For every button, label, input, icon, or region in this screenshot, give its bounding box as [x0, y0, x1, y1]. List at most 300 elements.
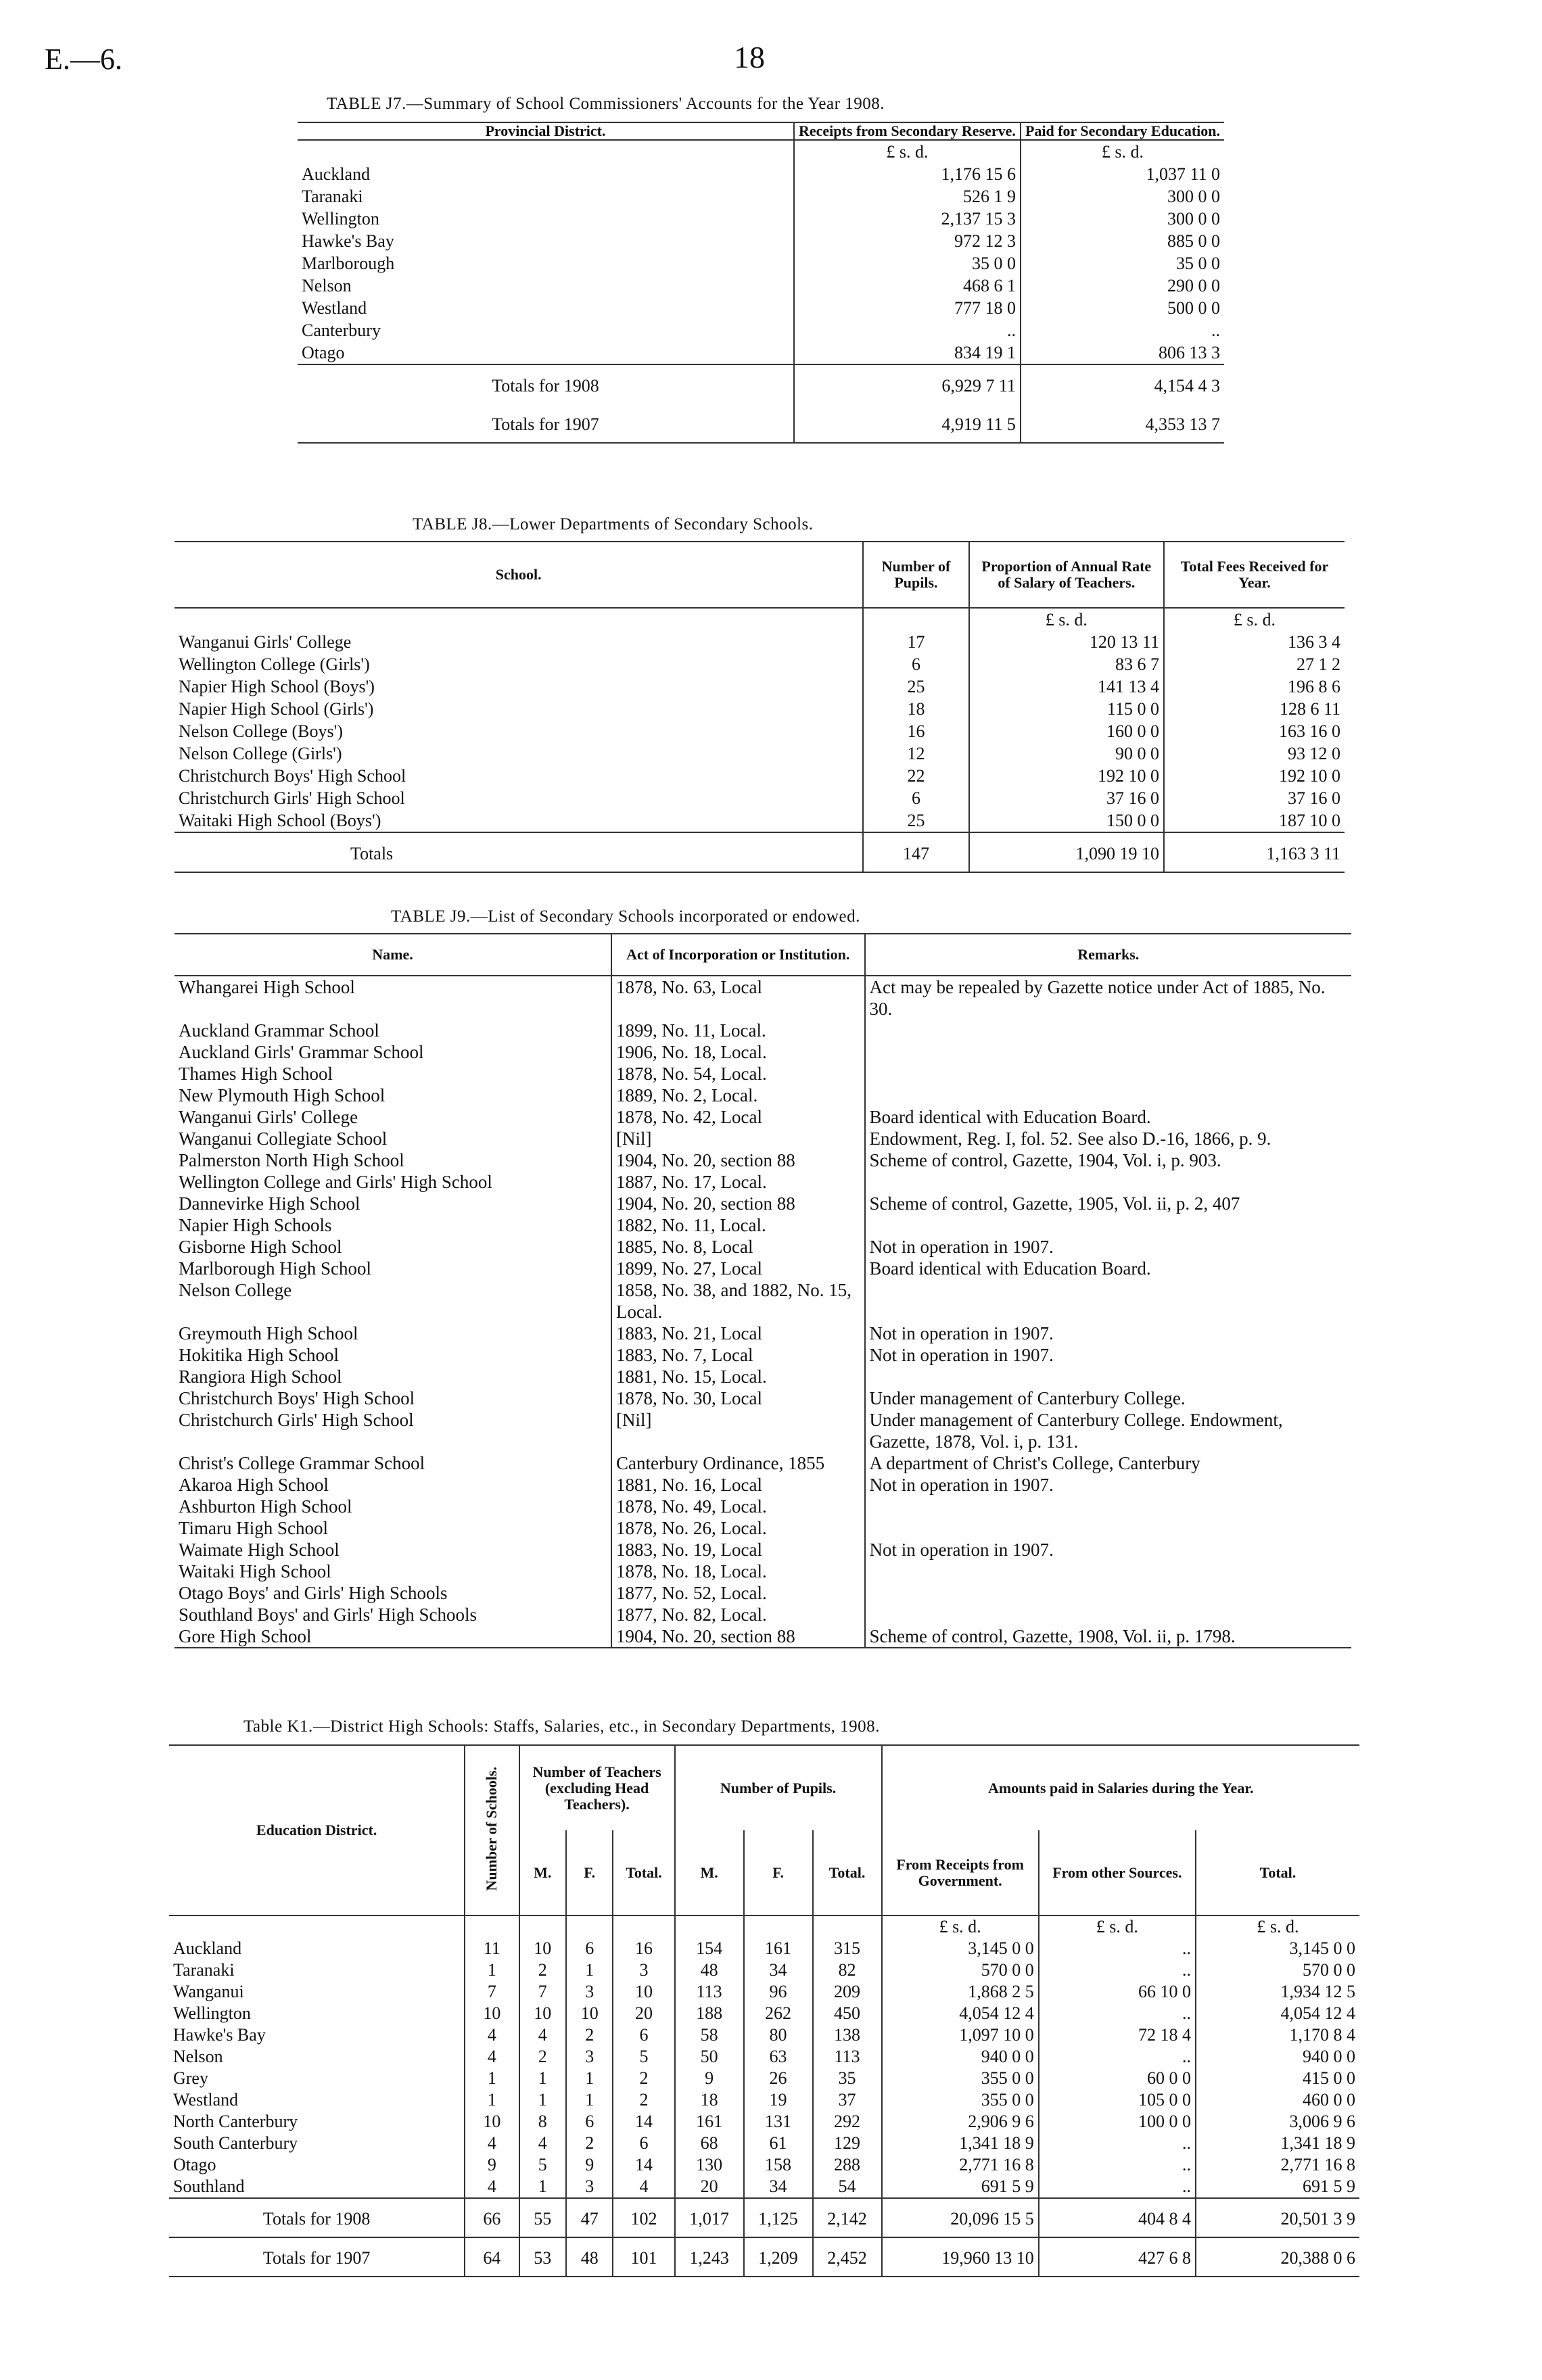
k1-pf: 262 [744, 2003, 813, 2024]
k1-tm: 1 [519, 2176, 566, 2198]
table-row [174, 1452, 1351, 1474]
k1-schools: 9 [465, 2154, 519, 2176]
j8-pupils: 6 [863, 653, 968, 675]
j9-remarks: Not in operation in 1907. [865, 1344, 1351, 1366]
table-row [298, 275, 1224, 297]
j7-receipts: 526 1 9 [794, 185, 1021, 208]
k1-schools: 11 [465, 1938, 519, 1959]
table-j7 [298, 122, 1224, 444]
j8-totals-label: Totals [350, 844, 394, 863]
table-row [169, 1981, 1359, 2003]
j9-remarks: Board identical with Education Board. [865, 1258, 1351, 1279]
table-row [174, 631, 1345, 653]
j9-remarks: Not in operation in 1907. [865, 1539, 1351, 1561]
k1-totals_1907-row [169, 2237, 1359, 2277]
k1-pm: 113 [675, 1981, 744, 2003]
table-row [174, 787, 1345, 809]
j9-remarks: A department of Christ's College, Canterbury [865, 1452, 1351, 1474]
k1-total: 3,006 9 6 [1196, 2111, 1359, 2133]
j7-paid: 300 0 0 [1021, 185, 1224, 208]
k1-gov: 2,771 16 8 [882, 2154, 1039, 2176]
table-row [174, 1171, 1351, 1193]
k1-other: 105 0 0 [1039, 2089, 1196, 2111]
k1-total: 1,170 8 4 [1196, 2024, 1359, 2046]
k1-totals_1908-total: 20,501 3 9 [1196, 2198, 1359, 2237]
j9-col-name: Name. [372, 946, 413, 963]
j7-totals-1908-label: Totals for 1908 [492, 376, 599, 396]
k1-totals_1907-pt: 2,452 [813, 2237, 882, 2277]
j7-receipts: 2,137 15 3 [794, 208, 1021, 230]
k1-total: 570 0 0 [1196, 1959, 1359, 1981]
j7-units-receipts: £ s. d. [794, 140, 1021, 163]
table-row [174, 1020, 1351, 1041]
j7-district: Nelson [302, 276, 352, 295]
j8-school: Christchurch Girls' High School [179, 788, 405, 808]
j8-fees: 128 6 11 [1164, 698, 1345, 720]
k1-district: Wanganui [173, 1982, 244, 2001]
k1-totals_1908-pm: 1,017 [675, 2198, 744, 2237]
j7-paid: 885 0 0 [1021, 230, 1224, 252]
table-j9-title: TABLE J9.—List of Secondary Schools incorporated or endowed. [391, 907, 860, 926]
k1-tm: 7 [519, 1981, 566, 2003]
k1-other: .. [1039, 2133, 1196, 2154]
j8-fees: 136 3 4 [1164, 631, 1345, 653]
j9-act: 1858, No. 38, and 1882, No. 15, Local. [611, 1279, 865, 1323]
j9-remarks [865, 1582, 1351, 1604]
k1-pf: 161 [744, 1938, 813, 1959]
j8-proportion: 120 13 11 [969, 631, 1164, 653]
j7-totals-1907-row [298, 404, 1224, 443]
k1-pf: 26 [744, 2068, 813, 2089]
k1-pm: 161 [675, 2111, 744, 2133]
k1-gov: 4,054 12 4 [882, 2003, 1039, 2024]
j9-act: 1878, No. 49, Local. [611, 1496, 865, 1517]
k1-tt: 14 [613, 2111, 674, 2133]
j7-blank [298, 140, 794, 163]
table-row [298, 297, 1224, 319]
j8-fees: 187 10 0 [1164, 809, 1345, 832]
j9-remarks: Scheme of control, Gazette, 1908, Vol. ii, p. 1798. [865, 1625, 1351, 1648]
j9-act: 1878, No. 18, Local. [611, 1561, 865, 1582]
k1-schools: 4 [465, 2046, 519, 2068]
table-row [298, 319, 1224, 341]
k1-sub-amount-total: Total. [1196, 1830, 1359, 1915]
k1-tm: 1 [519, 2089, 566, 2111]
j8-totals-row [174, 832, 1345, 872]
j9-act: 1878, No. 26, Local. [611, 1517, 865, 1539]
table-row [169, 1938, 1359, 1959]
k1-pt: 315 [813, 1938, 882, 1959]
k1-tt: 14 [613, 2154, 674, 2176]
table-row [174, 1085, 1351, 1106]
k1-tt: 6 [613, 2133, 674, 2154]
k1-gov: 355 0 0 [882, 2089, 1039, 2111]
k1-schools: 4 [465, 2176, 519, 2198]
j9-act: 1881, No. 16, Local [611, 1474, 865, 1496]
j9-name: Christ's College Grammar School [179, 1453, 425, 1473]
j9-name: Gisborne High School [179, 1237, 342, 1257]
j8-totals-proportion: 1,090 19 10 [969, 832, 1164, 872]
k1-other: .. [1039, 1959, 1196, 1981]
j7-receipts: 777 18 0 [794, 297, 1021, 319]
k1-pm: 188 [675, 2003, 744, 2024]
j8-pupils: 25 [863, 675, 968, 698]
j8-pupils: 12 [863, 742, 968, 765]
j7-district: Wellington [302, 209, 379, 229]
k1-tm: 2 [519, 2046, 566, 2068]
k1-blank [675, 1915, 744, 1938]
k1-pt: 113 [813, 2046, 882, 2068]
k1-blank [566, 1915, 613, 1938]
table-j8 [174, 541, 1345, 873]
j9-col-remarks: Remarks. [865, 934, 1351, 976]
k1-district: Wellington [173, 2003, 251, 2023]
j9-act: 1878, No. 30, Local [611, 1387, 865, 1409]
k1-sub-pupils-total: Total. [813, 1830, 882, 1915]
j7-totals-1908-receipts: 6,929 7 11 [794, 364, 1021, 404]
k1-totals_1907-tt: 101 [613, 2237, 674, 2277]
k1-gov: 3,145 0 0 [882, 1938, 1039, 1959]
j7-totals-1907-paid: 4,353 13 7 [1021, 404, 1224, 443]
table-row [174, 742, 1345, 765]
k1-tt: 4 [613, 2176, 674, 2198]
k1-pf: 158 [744, 2154, 813, 2176]
k1-tm: 10 [519, 2003, 566, 2024]
table-row [169, 2024, 1359, 2046]
j9-remarks [865, 1171, 1351, 1193]
table-row [174, 1625, 1351, 1648]
j8-school: Nelson College (Girls') [179, 744, 342, 763]
k1-district: Otago [173, 2155, 216, 2174]
k1-other: 60 0 0 [1039, 2068, 1196, 2089]
k1-other: 66 10 0 [1039, 1981, 1196, 2003]
k1-totals_1908-pf: 1,125 [744, 2198, 813, 2237]
k1-sub-other-sources: From other Sources. [1039, 1830, 1196, 1915]
k1-totals_1908-tf: 47 [566, 2198, 613, 2237]
k1-totals_1908-row [169, 2198, 1359, 2237]
table-row [174, 1344, 1351, 1366]
table-row [169, 2046, 1359, 2068]
k1-schools: 7 [465, 1981, 519, 2003]
table-j8-title: TABLE J8.—Lower Departments of Secondary Schools. [413, 515, 814, 533]
table-row [298, 341, 1224, 364]
table-row [174, 698, 1345, 720]
j9-act: 1885, No. 8, Local [611, 1236, 865, 1258]
j9-name: Nelson College [179, 1280, 292, 1300]
j8-proportion: 90 0 0 [969, 742, 1164, 765]
j8-pupils: 25 [863, 809, 968, 832]
j9-act: [Nil] [611, 1128, 865, 1149]
k1-other: .. [1039, 2154, 1196, 2176]
k1-pt: 37 [813, 2089, 882, 2111]
k1-pt: 35 [813, 2068, 882, 2089]
k1-gov: 1,097 10 0 [882, 2024, 1039, 2046]
j8-proportion: 192 10 0 [969, 765, 1164, 787]
k1-tt: 16 [613, 1938, 674, 1959]
j9-remarks [865, 1279, 1351, 1323]
j8-school: Wanganui Girls' College [179, 632, 352, 652]
j7-paid: 300 0 0 [1021, 208, 1224, 230]
table-row [174, 1128, 1351, 1149]
table-row [174, 1236, 1351, 1258]
table-row [174, 1214, 1351, 1236]
table-row [174, 976, 1351, 1020]
j7-district: Marlborough [302, 254, 395, 273]
k1-tt: 6 [613, 2024, 674, 2046]
j7-receipts: .. [794, 319, 1021, 341]
j7-paid: 500 0 0 [1021, 297, 1224, 319]
k1-pm: 68 [675, 2133, 744, 2154]
j8-school: Napier High School (Boys') [179, 677, 375, 696]
k1-blank [169, 1915, 465, 1938]
k1-total: 415 0 0 [1196, 2068, 1359, 2089]
table-row [174, 675, 1345, 698]
k1-tf: 6 [566, 2111, 613, 2133]
j9-name: Wellington College and Girls' High School [179, 1172, 492, 1192]
k1-units-gov: £ s. d. [882, 1915, 1039, 1938]
k1-tf: 2 [566, 2133, 613, 2154]
k1-tm: 4 [519, 2024, 566, 2046]
j9-act: 1887, No. 17, Local. [611, 1171, 865, 1193]
j7-district: Taranaki [302, 187, 363, 206]
k1-pf: 80 [744, 2024, 813, 2046]
j9-name: Christchurch Girls' High School [179, 1410, 414, 1430]
j9-remarks: Not in operation in 1907. [865, 1323, 1351, 1344]
j9-remarks: Scheme of control, Gazette, 1905, Vol. ii, p. 2, 407 [865, 1193, 1351, 1214]
k1-pt: 54 [813, 2176, 882, 2198]
k1-pf: 96 [744, 1981, 813, 2003]
k1-units-row [169, 1915, 1359, 1938]
j9-remarks: Under management of Canterbury College. [865, 1387, 1351, 1409]
j8-proportion: 160 0 0 [969, 720, 1164, 742]
k1-pt: 292 [813, 2111, 882, 2133]
j9-name: Hokitika High School [179, 1345, 339, 1365]
k1-tm: 10 [519, 1938, 566, 1959]
report-code: E.—6. [45, 43, 122, 76]
table-row [298, 208, 1224, 230]
j9-name: Dannevirke High School [179, 1193, 360, 1214]
j9-act: [Nil] [611, 1409, 865, 1452]
k1-totals_1908-tm: 55 [519, 2198, 566, 2237]
k1-pf: 19 [744, 2089, 813, 2111]
k1-total: 1,934 12 5 [1196, 1981, 1359, 2003]
j9-act: 1889, No. 2, Local. [611, 1085, 865, 1106]
k1-totals_1907-schools: 64 [465, 2237, 519, 2277]
k1-other: .. [1039, 2176, 1196, 2198]
j7-district: Canterbury [302, 320, 381, 340]
k1-pf: 63 [744, 2046, 813, 2068]
k1-blank [613, 1915, 674, 1938]
k1-district: Taranaki [173, 1960, 235, 1980]
table-row [174, 1279, 1351, 1323]
j9-name: Thames High School [179, 1064, 333, 1084]
j9-remarks: Act may be repealed by Gazette notice under Act of 1885, No. 30. [865, 976, 1351, 1020]
table-j9 [174, 933, 1351, 1648]
j8-school: Napier High School (Girls') [179, 699, 374, 719]
table-row [174, 1474, 1351, 1496]
k1-col-amounts: Amounts paid in Salaries during the Year. [882, 1745, 1359, 1830]
k1-pm: 130 [675, 2154, 744, 2176]
k1-district: Nelson [173, 2047, 223, 2066]
j9-name: Wanganui Girls' College [179, 1107, 358, 1127]
k1-total: 460 0 0 [1196, 2089, 1359, 2111]
k1-district: Hawke's Bay [173, 2025, 266, 2045]
k1-district: North Canterbury [173, 2112, 298, 2131]
k1-pm: 58 [675, 2024, 744, 2046]
k1-gov: 940 0 0 [882, 2046, 1039, 2068]
j9-act: 1878, No. 54, Local. [611, 1063, 865, 1085]
j9-name: Marlborough High School [179, 1258, 371, 1279]
j7-paid: 806 13 3 [1021, 341, 1224, 364]
k1-tt: 5 [613, 2046, 674, 2068]
j9-name: Akaroa High School [179, 1475, 329, 1495]
k1-tf: 2 [566, 2024, 613, 2046]
k1-tf: 1 [566, 2068, 613, 2089]
j9-remarks: Board identical with Education Board. [865, 1106, 1351, 1128]
k1-other: 100 0 0 [1039, 2111, 1196, 2133]
k1-schools: 10 [465, 2111, 519, 2133]
k1-district: Grey [173, 2068, 208, 2088]
k1-total: 1,341 18 9 [1196, 2133, 1359, 2154]
table-row [169, 2176, 1359, 2198]
j7-totals-1908-row [298, 364, 1224, 404]
page-number: 18 [734, 40, 765, 74]
k1-blank [813, 1915, 882, 1938]
j7-units-paid: £ s. d. [1021, 140, 1224, 163]
table-row [174, 1193, 1351, 1214]
j8-school: Christchurch Boys' High School [179, 766, 406, 786]
k1-pm: 50 [675, 2046, 744, 2068]
k1-gov: 1,868 2 5 [882, 1981, 1039, 2003]
j9-act: 1883, No. 21, Local [611, 1323, 865, 1344]
k1-tf: 9 [566, 2154, 613, 2176]
k1-pt: 82 [813, 1959, 882, 1981]
j8-pupils: 16 [863, 720, 968, 742]
k1-tm: 5 [519, 2154, 566, 2176]
k1-pt: 138 [813, 2024, 882, 2046]
k1-sub-teachers-total: Total. [613, 1830, 674, 1915]
j9-remarks: Endowment, Reg. I, fol. 52. See also D.-16, 1866, p. 9. [865, 1128, 1351, 1149]
j9-act: 1899, No. 27, Local [611, 1258, 865, 1279]
k1-gov: 1,341 18 9 [882, 2133, 1039, 2154]
table-k1-title: Table K1.—District High Schools: Staffs, Salaries, etc., in Secondary Departments, 1908. [243, 1717, 880, 1736]
j8-proportion: 150 0 0 [969, 809, 1164, 832]
table-row [174, 1387, 1351, 1409]
j9-act: 1877, No. 52, Local. [611, 1582, 865, 1604]
table-row [174, 1604, 1351, 1625]
k1-other: 72 18 4 [1039, 2024, 1196, 2046]
j9-act: 1904, No. 20, section 88 [611, 1193, 865, 1214]
k1-totals_1908-tt: 102 [613, 2198, 674, 2237]
k1-gov: 355 0 0 [882, 2068, 1039, 2089]
k1-tt: 20 [613, 2003, 674, 2024]
k1-tm: 8 [519, 2111, 566, 2133]
k1-sub-teachers-m: M. [519, 1830, 566, 1915]
k1-district: Westland [173, 2090, 239, 2110]
k1-totals_1908-label: Totals for 1908 [262, 2209, 371, 2229]
j7-receipts: 35 0 0 [794, 252, 1021, 275]
k1-schools: 1 [465, 2068, 519, 2089]
table-row [174, 1539, 1351, 1561]
table-row [298, 252, 1224, 275]
k1-tt: 10 [613, 1981, 674, 2003]
j7-district: Hawke's Bay [302, 231, 394, 251]
j9-act: 1878, No. 42, Local [611, 1106, 865, 1128]
j9-remarks [865, 1561, 1351, 1582]
j7-receipts: 972 12 3 [794, 230, 1021, 252]
table-row [298, 185, 1224, 208]
j7-totals-1907-label: Totals for 1907 [492, 414, 599, 434]
j9-col-act: Act of Incorporation or Institution. [611, 934, 865, 976]
k1-tf: 6 [566, 1938, 613, 1959]
k1-sub-pupils-m: M. [675, 1830, 744, 1915]
k1-gov: 691 5 9 [882, 2176, 1039, 2198]
k1-other: .. [1039, 1938, 1196, 1959]
k1-schools: 1 [465, 1959, 519, 1981]
j7-col-paid: Paid for Secondary Education. [1021, 122, 1224, 140]
j8-col-pupils: Number of Pupils. [863, 542, 968, 608]
j8-totals-pupils: 147 [863, 832, 968, 872]
j9-name: Auckland Girls' Grammar School [179, 1042, 424, 1062]
k1-pt: 129 [813, 2133, 882, 2154]
k1-district: Southland [173, 2176, 245, 2196]
table-row [169, 2068, 1359, 2089]
j7-receipts: 1,176 15 6 [794, 163, 1021, 185]
j9-name: Rangiora High School [179, 1366, 342, 1387]
k1-col-pupils: Number of Pupils. [675, 1745, 882, 1830]
k1-tt: 3 [613, 1959, 674, 1981]
j9-name: New Plymouth High School [179, 1085, 386, 1105]
j8-col-fees: Total Fees Received for Year. [1164, 542, 1345, 608]
k1-blank [744, 1915, 813, 1938]
table-row [174, 1582, 1351, 1604]
j8-totals-fees: 1,163 3 11 [1164, 832, 1345, 872]
k1-other: .. [1039, 2046, 1196, 2068]
j8-pupils: 22 [863, 765, 968, 787]
k1-pf: 34 [744, 2176, 813, 2198]
table-row [174, 1041, 1351, 1063]
k1-gov: 2,906 9 6 [882, 2111, 1039, 2133]
k1-tf: 3 [566, 1981, 613, 2003]
j8-fees: 163 16 0 [1164, 720, 1345, 742]
k1-tf: 1 [566, 2089, 613, 2111]
j8-units-proportion: £ s. d. [969, 608, 1164, 631]
j9-name: Ashburton High School [179, 1496, 352, 1517]
k1-schools: 10 [465, 2003, 519, 2024]
k1-blank [465, 1915, 519, 1938]
j9-name: Wanganui Collegiate School [179, 1128, 388, 1149]
j9-act: 1881, No. 15, Local. [611, 1366, 865, 1387]
k1-sub-from-receipts: From Receipts from Government. [882, 1830, 1039, 1915]
j9-remarks: Under management of Canterbury College. Endowment, Gazette, 1878, Vol. i, p. 131. [865, 1409, 1351, 1452]
j9-name: Gore High School [179, 1626, 312, 1646]
k1-district: South Canterbury [173, 2133, 298, 2153]
table-row [174, 1258, 1351, 1279]
j8-school: Waitaki High School (Boys') [179, 811, 381, 830]
k1-other: .. [1039, 2003, 1196, 2024]
j9-act: 1904, No. 20, section 88 [611, 1149, 865, 1171]
j9-name: Greymouth High School [179, 1323, 358, 1343]
table-row [174, 653, 1345, 675]
j9-remarks: Scheme of control, Gazette, 1904, Vol. i, p. 903. [865, 1149, 1351, 1171]
j8-fees: 192 10 0 [1164, 765, 1345, 787]
k1-pf: 131 [744, 2111, 813, 2133]
j9-act: 1878, No. 63, Local [611, 976, 865, 1020]
k1-tt: 2 [613, 2089, 674, 2111]
k1-gov: 570 0 0 [882, 1959, 1039, 1981]
k1-totals_1908-other: 404 8 4 [1039, 2198, 1196, 2237]
j7-paid: 1,037 11 0 [1021, 163, 1224, 185]
